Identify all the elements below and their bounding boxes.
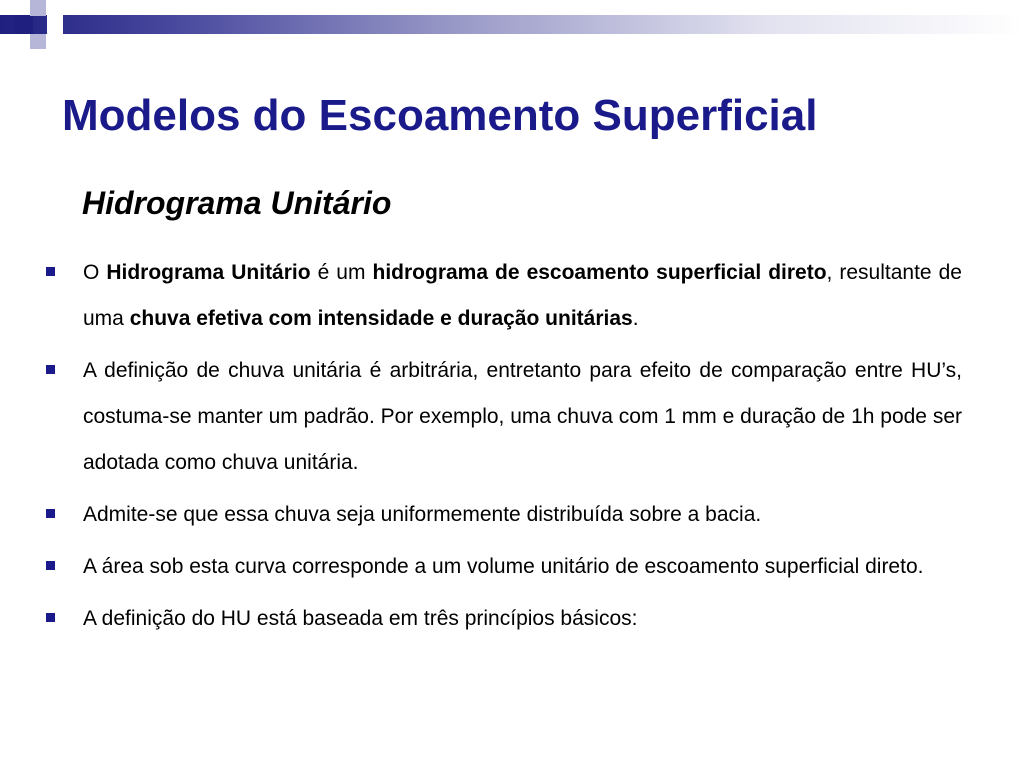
- bullet-square-icon: [46, 561, 55, 570]
- slide-subtitle: Hidrograma Unitário: [82, 185, 392, 221]
- decor-square: [30, 0, 46, 16]
- header-gradient-bar: [0, 15, 1024, 34]
- bullet-bold-text: chuva efetiva com intensidade e duração unitárias: [129, 307, 633, 330]
- bullet-bold-text: hidrograma de escoamento superficial direto: [372, 261, 827, 284]
- bullet-square-icon: [46, 365, 55, 374]
- decor-square: [0, 34, 14, 48]
- bullet-item: [44, 492, 962, 538]
- decor-square: [30, 34, 46, 49]
- bullet-item: [44, 250, 962, 342]
- bullet-item: [44, 544, 962, 590]
- bullet-square-icon: [46, 613, 55, 622]
- decor-square: [46, 0, 78, 14]
- bullet-square-icon: [46, 267, 55, 276]
- bullet-text: , resultante de uma: [83, 261, 962, 330]
- bullet-item: [44, 596, 962, 642]
- bullet-square-icon: [46, 509, 55, 518]
- decor-square: [14, 15, 33, 34]
- slide-title: Modelos do Escoamento Superficial: [62, 91, 818, 140]
- bullet-text: é um: [310, 261, 373, 284]
- bullet-text: .: [632, 307, 639, 330]
- bullet-item: [44, 348, 962, 486]
- bullet-text: O: [83, 261, 107, 284]
- bullet-text: A definição do HU está baseada em três princípios básicos:: [83, 607, 638, 630]
- decor-square: [47, 15, 63, 34]
- bullet-text: Admite-se que essa chuva seja uniformemente distribuída sobre a bacia.: [83, 503, 762, 526]
- decor-square: [46, 34, 62, 49]
- bullet-list: [44, 250, 962, 648]
- bullet-text: A área sob esta curva corresponde a um volume unitário de escoamento superficial direto.: [83, 555, 924, 578]
- bullet-text: A definição de chuva unitária é arbitrária, entretanto para efeito de comparação entre HU’s, costuma-se manter um padrão. Por exemplo, uma chuva com 1 mm e duração de 1h pode ser adotada como chuva unitária.: [83, 359, 962, 474]
- bullet-bold-text: Hidrograma Unitário: [106, 261, 311, 284]
